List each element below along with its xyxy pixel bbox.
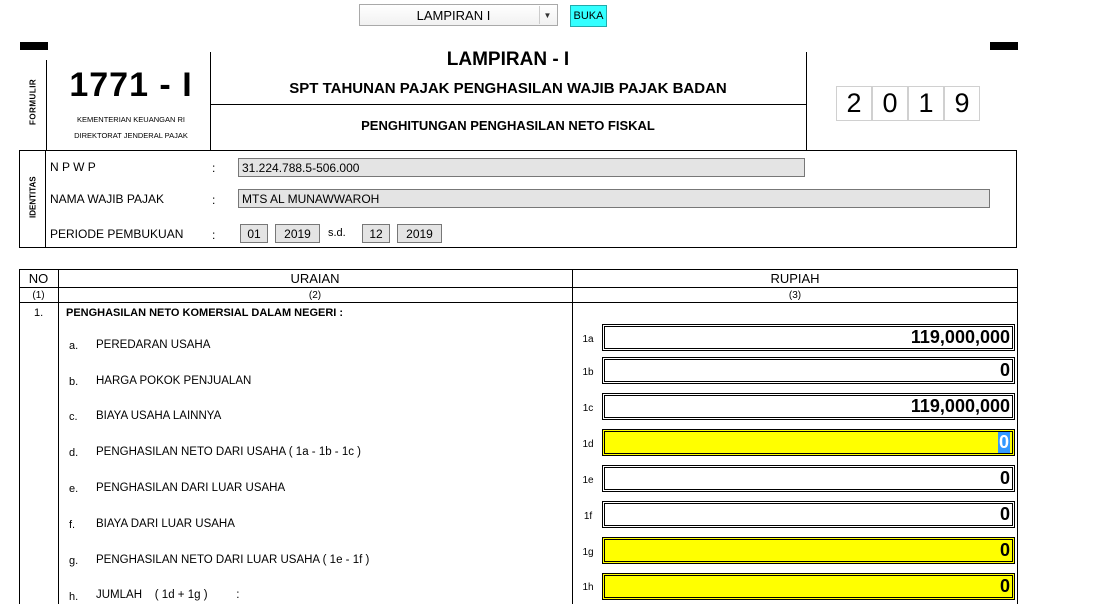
row-code: 1g [582, 547, 594, 558]
sheet-dropdown-value: LAMPIRAN I [416, 7, 491, 23]
row-code: 1e [582, 475, 594, 486]
row-label: PEREDARAN USAHA [96, 339, 211, 351]
year-digit: 1 [908, 86, 944, 121]
ministry-line-1: KEMENTERIAN KEUANGAN RI [77, 115, 185, 124]
row-letter: h. [69, 591, 79, 603]
year-digit: 2 [836, 86, 872, 121]
selected-text: 0 [998, 432, 1009, 452]
page-title: LAMPIRAN - I [446, 49, 570, 70]
corner-marker-right [990, 42, 1018, 50]
row-code: 1h [582, 582, 594, 593]
period-end-year[interactable]: 2019 [397, 224, 442, 243]
page-subtitle: SPT TAHUNAN PAJAK PENGHASILAN WAJIB PAJAK BADAN [289, 80, 727, 97]
section-title: PENGHITUNGAN PENGHASILAN NETO FISKAL [361, 118, 655, 133]
row-code: 1d [582, 439, 594, 450]
amount-field-1c[interactable]: 119,000,000 [602, 393, 1015, 420]
row-label: PENGHASILAN NETO DARI LUAR USAHA ( 1e - 1f ) [96, 554, 370, 566]
amount-field-1g[interactable]: 0 [602, 537, 1015, 564]
amount-field-1d[interactable] [602, 429, 1015, 456]
row-letter: f. [69, 519, 76, 531]
formulir-label: FORMULIR [28, 78, 38, 126]
tax-year [836, 86, 980, 121]
row-label: PENGHASILAN DARI LUAR USAHA [96, 482, 286, 494]
amount-field-1f[interactable]: 0 [602, 501, 1015, 528]
col-number-rupiah: (3) [788, 290, 802, 301]
amount-field-1h[interactable]: 0 [602, 573, 1015, 600]
row-letter: c. [69, 411, 78, 423]
row-letter: a. [69, 340, 79, 352]
header-divider [210, 104, 806, 105]
row-label: HARGA POKOK PENJUALAN [96, 375, 252, 387]
row-letter: e. [69, 483, 79, 495]
corner-marker-left [20, 42, 48, 50]
year-digit: 0 [872, 86, 908, 121]
row-letter: d. [69, 447, 79, 459]
ministry-label [52, 112, 210, 144]
row-code: 1c [582, 403, 594, 414]
row-label: PENGHASILAN NETO DARI USAHA ( 1a - 1b - 1c ) [96, 446, 361, 458]
period-label: PERIODE PEMBUKUAN [50, 227, 184, 241]
col-number-uraian: (2) [308, 290, 322, 301]
sheet-dropdown[interactable] [359, 4, 558, 26]
section-heading: PENGHASILAN NETO KOMERSIAL DALAM NEGERI : [66, 307, 344, 319]
amount-field-1e[interactable]: 0 [602, 465, 1015, 492]
row-label: JUMLAH ( 1d + 1g ) : [96, 589, 240, 601]
colon: : [212, 161, 216, 175]
chevron-down-icon[interactable]: ▼ [539, 6, 555, 24]
row-letter: g. [69, 555, 79, 567]
period-end-month[interactable]: 12 [362, 224, 390, 243]
amount-field-1b[interactable]: 0 [602, 357, 1015, 384]
year-digit: 9 [944, 86, 980, 121]
colon: : [212, 228, 216, 242]
row-label: BIAYA USAHA LAINNYA [96, 410, 222, 422]
npwp-field[interactable]: 31.224.788.5-506.000 [238, 158, 805, 177]
header-divider [806, 52, 807, 150]
form-number: 1771 - I [69, 66, 193, 104]
table-divider [58, 269, 59, 604]
period-separator: s.d. [328, 227, 346, 239]
header-divider [46, 60, 47, 150]
section-number: 1. [34, 307, 44, 319]
taxpayer-name-field[interactable]: MTS AL MUNAWWAROH [238, 189, 990, 208]
table-divider [19, 302, 1018, 303]
period-start-year[interactable]: 2019 [275, 224, 320, 243]
col-header-uraian: URAIAN [290, 271, 340, 286]
row-label: BIAYA DARI LUAR USAHA [96, 518, 235, 530]
row-code: 1f [583, 511, 593, 522]
period-start-month[interactable]: 01 [240, 224, 268, 243]
identity-label: IDENTITAS [28, 176, 38, 218]
col-header-rupiah: RUPIAH [770, 271, 820, 286]
colon: : [212, 193, 216, 207]
col-header-no: NO [28, 271, 49, 286]
ministry-line-2: DIREKTORAT JENDERAL PAJAK [74, 131, 188, 140]
row-letter: b. [69, 376, 79, 388]
row-code: 1a [582, 334, 594, 345]
open-button[interactable]: BUKA [570, 5, 607, 27]
row-code: 1b [582, 367, 594, 378]
col-number-no: (1) [32, 290, 45, 301]
name-label: NAMA WAJIB PAJAK [50, 192, 165, 206]
npwp-label: N P W P [50, 160, 96, 174]
amount-field-1a[interactable]: 119,000,000 [602, 324, 1015, 351]
table-divider [19, 287, 1018, 288]
